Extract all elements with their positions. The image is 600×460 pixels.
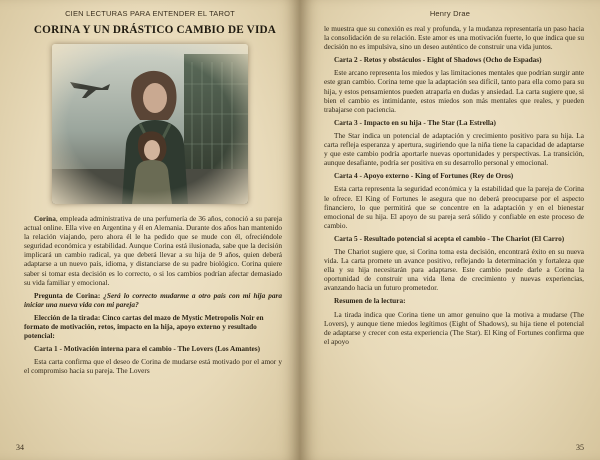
chapter-title: CORINA Y UN DRÁSTICO CAMBIO DE VIDA: [33, 24, 277, 36]
card3-text: The Star indica un potencial de adaptación y crecimiento positivo para su hija. La carta refleja esperanza y apertura, sugiriendo que la niña tiene la capacidad de adaptarse y que este cambio podría aportarle nuevas oportunidades y perspectivas. La transición, aunque desafiante, podría ser positiva en su desarrollo personal y emocional.: [324, 130, 584, 168]
card5-heading: Carta 5 - Resultado potencial si acepta el cambio - The Chariot (El Carro): [334, 233, 565, 243]
right-page: [300, 0, 600, 460]
question-text: ¿Será lo correcto mudarme a otro país con mi hija para iniciar una nueva vida con mi pareja?: [24, 290, 282, 309]
right-body-text: [324, 24, 584, 350]
intro-lead: Corina: [34, 214, 56, 223]
card1-text: Esta carta confirma que el deseo de Corina de mudarse está motivado por el amor y el compromiso hacia su pareja. The Lovers: [24, 357, 282, 376]
left-body-text: [24, 214, 282, 380]
airport-illustration: [52, 44, 248, 204]
page-number-left: 34: [16, 443, 24, 452]
card1-heading: Carta 1 - Motivación interna para el cambio - The Lovers (Los Amantes): [34, 344, 261, 354]
question-label: Pregunta de Corina:: [34, 290, 101, 300]
spread-choice: Elección de la tirada: Cinco cartas del mazo de Mystic Metropolis Noir en formato de motivación, retos, impacto en la hija, apoyo externo y resultado potencial:: [24, 312, 264, 341]
card3-heading: Carta 3 - Impacto en su hija - The Star (La Estrella): [334, 117, 496, 127]
illustration: [52, 44, 248, 204]
card4-text: Esta carta representa la seguridad económica y la estabilidad que la pareja de Corina le ofrece. El King of Fortunes le asegura que no deberá preocuparse por el aspecto financiero, lo que permitirá que se concentre en la adaptación y en el bienestar emocional de su hija. El apoyo de su pareja será sólido y confiable en este proceso de cambio.: [324, 184, 584, 230]
intro-paragraph: [24, 214, 282, 287]
page-number-right: 35: [576, 443, 584, 452]
card2-text: Este arcano representa los miedos y las limitaciones mentales que podrían surgir ante este gran cambio. Corina teme que la adaptación sea difícil, tanto para ella como para su hija, y estos pensamientos pueden atraparla en dudas y ansiedad. La carta sugiere que, si bien el cambio es intimidante, estos miedos son más mentales que reales, y pueden trabajarse con paciencia.: [324, 68, 584, 114]
summary-heading: Resumen de la lectura:: [334, 296, 406, 306]
vignette: [52, 44, 248, 204]
continued-text: le muestra que su conexión es real y profunda, y la mudanza representaría un paso hacia la consolidación de su relación. Este amor es una motivación fuerte, lo que indica que su decisión no es impulsiva, sino un deseo auténtico de construir una vida juntos.: [324, 24, 584, 52]
card4-heading: Carta 4 - Apoyo externo - King of Fortunes (Rey de Oros): [334, 171, 514, 181]
card2-heading: Carta 2 - Retos y obstáculos - Eight of Shadows (Ocho de Espadas): [334, 55, 542, 65]
question-paragraph: [24, 291, 282, 309]
summary-text: La tirada indica que Corina tiene un amor genuino que la motiva a mudarse (The Lovers), y aunque tiene miedos legítimos (Eight of Shadows), su hija tiene el potencial de adaptarse y crecer con esta experiencia (The Star). El King of Fortunes confirma que el apoyo: [324, 309, 584, 346]
card5-text: The Chariot sugiere que, si Corina toma esta decisión, encontrará éxito en su nueva vida. La carta promete un avance positivo, reflejando la determinación y fortaleza que ella y su hija necesitarán para adaptarse. Este cambio puede darle a Corina la oportunidad de construir una vida llena de crecimiento y nuevas experiencias, avanzando hacia un futuro prometedor.: [324, 246, 584, 293]
running-head-left: CIEN LECTURAS PARA ENTENDER EL TAROT: [65, 9, 235, 18]
running-head-right: Henry Drae: [429, 9, 471, 18]
intro-text: , empleada administrativa de una perfumería de 36 años, conoció a su pareja actual online. Ella vive en Argentina y él en Alemania. Durante dos años han mantenido la relación viajando, pero ahora él le ha pedido que se mude con él, ofreciéndole seguridad económica y estabilidad. Aunque Corina está ilusionada, sabe que la decisión implicará un cambio radical, ya que deberá llevar a su hija de 9 años, quien deberá adaptarse a un nuevo país, idioma, y distanciarse de su padre biológico. Corina quiere saber si tomar esta decisión es lo correcto, o si los cambios podrían afectar demasiado su vida familiar y emocional.: [24, 214, 282, 287]
